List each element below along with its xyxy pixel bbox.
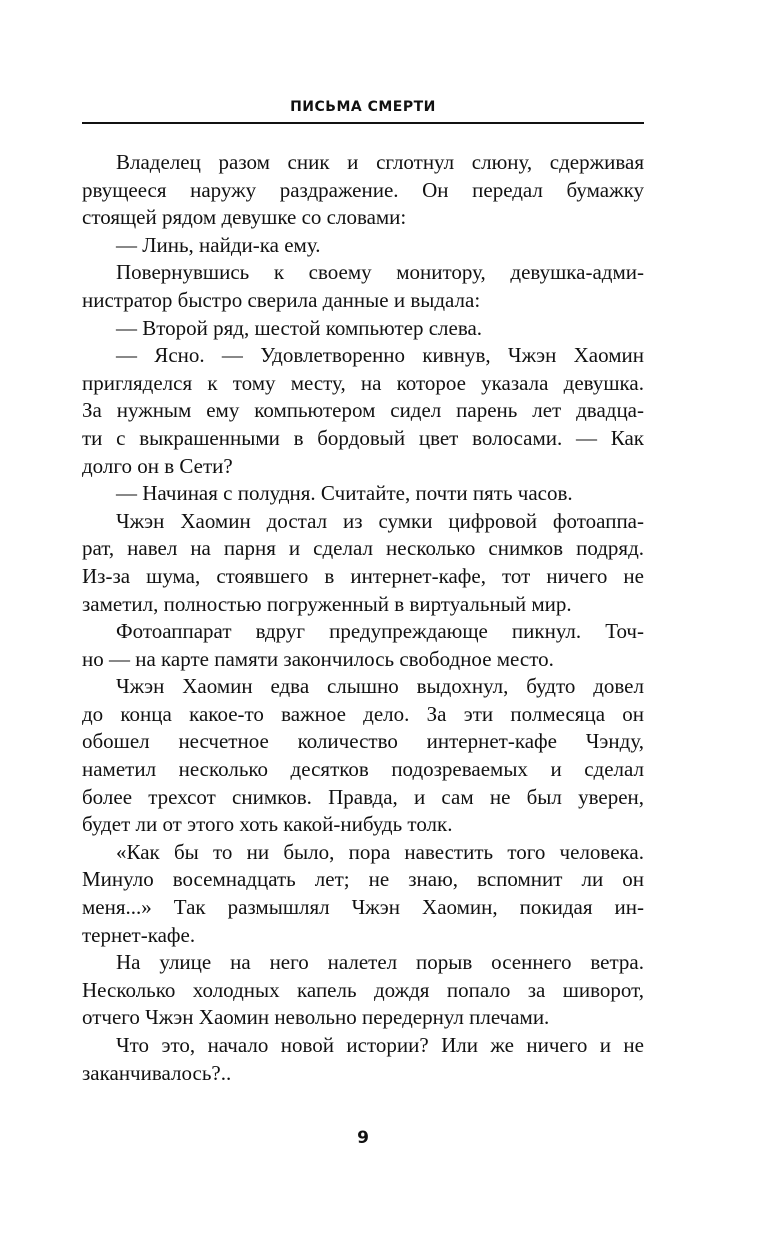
paragraph <box>82 949 644 1032</box>
text-line: рвущееся наружу раздражение. Он передал бумажку <box>82 177 644 202</box>
page-number: 9 <box>357 1128 369 1148</box>
paragraph <box>82 508 644 618</box>
paragraph <box>82 480 644 508</box>
paragraph <box>82 1032 644 1087</box>
paragraph <box>82 232 644 260</box>
text-line: наметил несколько десятков подозреваемых и сделал <box>82 757 644 782</box>
paragraph <box>82 342 644 480</box>
header-rule <box>82 122 644 124</box>
text-line: — Линь, найди-ка ему. <box>116 232 321 257</box>
text-line: «Как бы то ни было, пора навестить того человека. <box>116 839 644 864</box>
paragraph <box>82 839 644 949</box>
text-line: Фотоаппарат вдруг предупреждающе пикнул. Точ- <box>116 619 644 644</box>
body-text <box>82 149 644 1087</box>
text-line: Что это, начало новой истории? Или же ничего и не <box>116 1033 644 1057</box>
text-line: до конца какое-то важное дело. За эти полмесяца он <box>82 701 644 726</box>
text-line: — Второй ряд, шестой компьютер слева. <box>116 315 483 340</box>
text-line: заканчивалось?.. <box>82 1060 232 1085</box>
text-line: стоящей рядом девушке со словами: <box>82 205 407 230</box>
paragraph <box>82 259 644 314</box>
text-line: рат, навел на парня и сделал несколько снимков подряд. <box>82 536 644 561</box>
text-line: Повернувшись к своему монитору, девушка-адми- <box>116 260 644 285</box>
paragraph <box>82 149 644 232</box>
running-head: ПИСЬМА СМЕРТИ <box>290 99 436 115</box>
text-line: — Ясно. — Удовлетворенно кивнув, Чжэн Хаомин <box>116 343 644 368</box>
text-line: Владелец разом сник и сглотнул слюну, сдерживая <box>116 150 644 174</box>
text-line: будет ли от этого хоть какой-нибудь толк. <box>82 812 453 837</box>
paragraph <box>82 618 644 673</box>
text-line: тернет-кафе. <box>82 922 196 947</box>
text-line: более трехсот снимков. Правда, и сам не был уверен, <box>82 784 644 809</box>
paragraph <box>82 315 644 343</box>
text-line: Минуло восемнадцать лет; не знаю, вспомнит ли он <box>82 867 644 892</box>
text-line: Из-за шума, стоявшего в интернет-кафе, тот ничего не <box>82 563 644 588</box>
text-line: меня...» Так размышлял Чжэн Хаомин, покидая ин- <box>82 895 644 920</box>
text-line: ти с выкрашенными в бордовый цвет волосами. — Как <box>82 425 644 450</box>
text-line: обошел несчетное количество интернет-кафе Чэнду, <box>82 729 644 754</box>
text-line: Несколько холодных капель дождя попало за шиворот, <box>82 977 644 1002</box>
text-line: но — на карте памяти закончилось свободное место. <box>82 646 554 671</box>
text-line: За нужным ему компьютером сидел парень лет двадца- <box>82 398 644 423</box>
text-line: Чжэн Хаомин едва слышно выдохнул, будто довел <box>116 674 644 699</box>
paragraph <box>82 673 644 839</box>
text-line: заметил, полностью погруженный в виртуальный мир. <box>82 591 572 616</box>
text-line: — Начиная с полудня. Считайте, почти пять часов. <box>116 481 573 506</box>
text-line: нистратор быстро сверила данные и выдала: <box>82 287 481 312</box>
text-line: Чжэн Хаомин достал из сумки цифровой фотоаппа- <box>116 508 644 533</box>
text-line: долго он в Сети? <box>82 453 233 478</box>
text-line: пригляделся к тому месту, на которое указала девушка. <box>82 370 644 395</box>
text-line: отчего Чжэн Хаомин невольно передернул плечами. <box>82 1005 550 1030</box>
text-line: На улице на него налетел порыв осеннего ветра. <box>116 950 644 975</box>
